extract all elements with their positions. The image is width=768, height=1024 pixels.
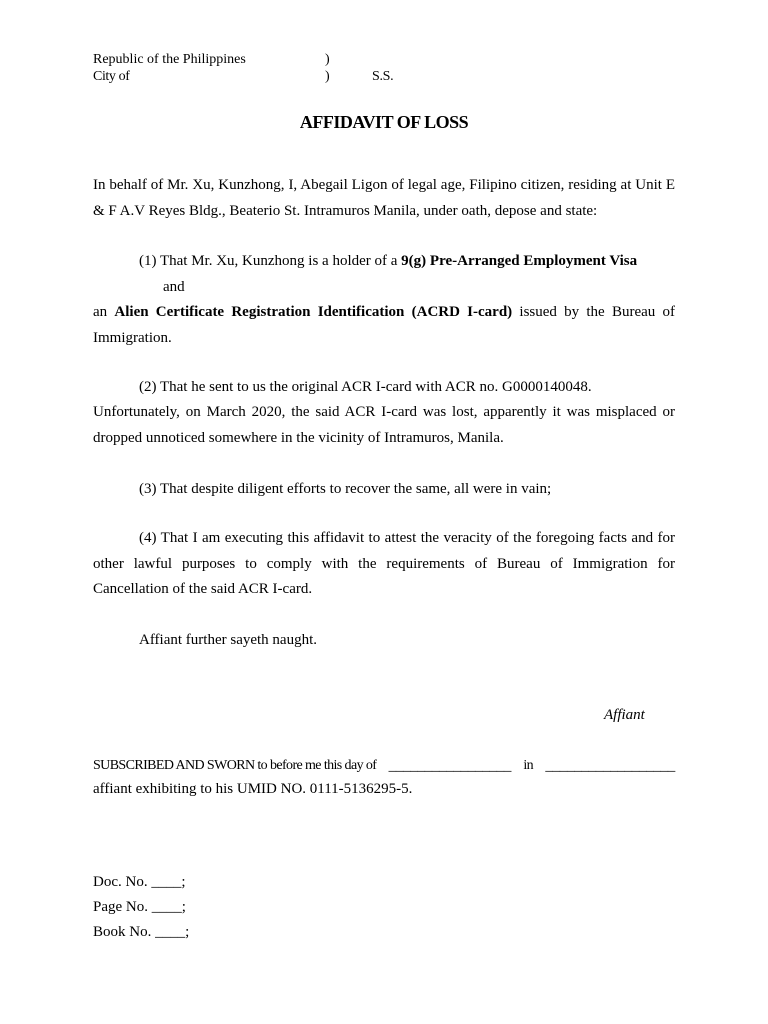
sworn-line xyxy=(93,756,675,776)
book-no: Book No. ____; xyxy=(93,924,190,940)
item-4: (4) That I am executing this affidavit to attest the veracity of the foregoing facts and for other lawful purposes to comply with the requirements of Bureau of Immigration for Cancellation of the said ACR I-card. xyxy=(93,530,675,597)
affiant-label: Affiant xyxy=(604,707,645,723)
further-statement: Affiant further sayeth naught. xyxy=(139,632,318,648)
header-paren-2: ) xyxy=(325,69,330,84)
item-2-line-1 xyxy=(93,375,675,401)
item-1-acr: Alien Certificate Registration Identification (ACRD I-card) xyxy=(114,304,513,320)
item-1-post: issued by the Bureau of Immigration. xyxy=(93,304,675,346)
item-1-pre: (1) That Mr. Xu, Kunzhong is a holder of a xyxy=(139,253,402,269)
item-3-text: (3) That despite diligent efforts to recover the same, all were in vain; xyxy=(139,481,552,497)
item-1-and: and xyxy=(163,279,185,295)
document-title: AFFIDAVIT OF LOSS xyxy=(299,112,469,132)
header-ss: S.S. xyxy=(372,69,394,84)
header-city: City of xyxy=(93,69,130,84)
sworn-date-blank: _________________ xyxy=(388,758,512,774)
item-1-continuation xyxy=(93,300,675,351)
doc-no: Doc. No. ____; xyxy=(93,874,186,890)
item-2-rest: Unfortunately, on March 2020, the said ACR I-card was lost, apparently it was misplaced or dropped unnoticed somewhere in the vicinity of Intramuros, Manila. xyxy=(93,404,675,446)
sworn-text: SUBSCRIBED AND SWORN to before me this day of xyxy=(93,758,377,773)
item-1-visa: 9(g) Pre-Arranged Employment Visa xyxy=(401,253,638,269)
item-2-line-1-text: (2) That he sent to us the original ACR I-card with ACR no. G0000140048. xyxy=(139,379,592,395)
item-1-line-1 xyxy=(93,249,675,275)
item-1-an: an xyxy=(93,304,115,320)
intro-paragraph: In behalf of Mr. Xu, Kunzhong, I, Abegail Ligon of legal age, Filipino citizen, residing at Unit E & F A.V Reyes Bldg., Beaterio St. Intramuros Manila, under oath, depose and state: xyxy=(93,177,675,219)
header-republic: Republic of the Philippines xyxy=(93,52,246,67)
sworn-in: in xyxy=(523,758,534,773)
item-3 xyxy=(93,477,675,503)
sworn-place-blank: __________________ xyxy=(545,758,675,774)
page-no: Page No. ____; xyxy=(93,899,186,915)
header-paren-1: ) xyxy=(325,52,330,67)
sworn-umid: affiant exhibiting to his UMID NO. 0111-5136295-5. xyxy=(93,781,413,797)
